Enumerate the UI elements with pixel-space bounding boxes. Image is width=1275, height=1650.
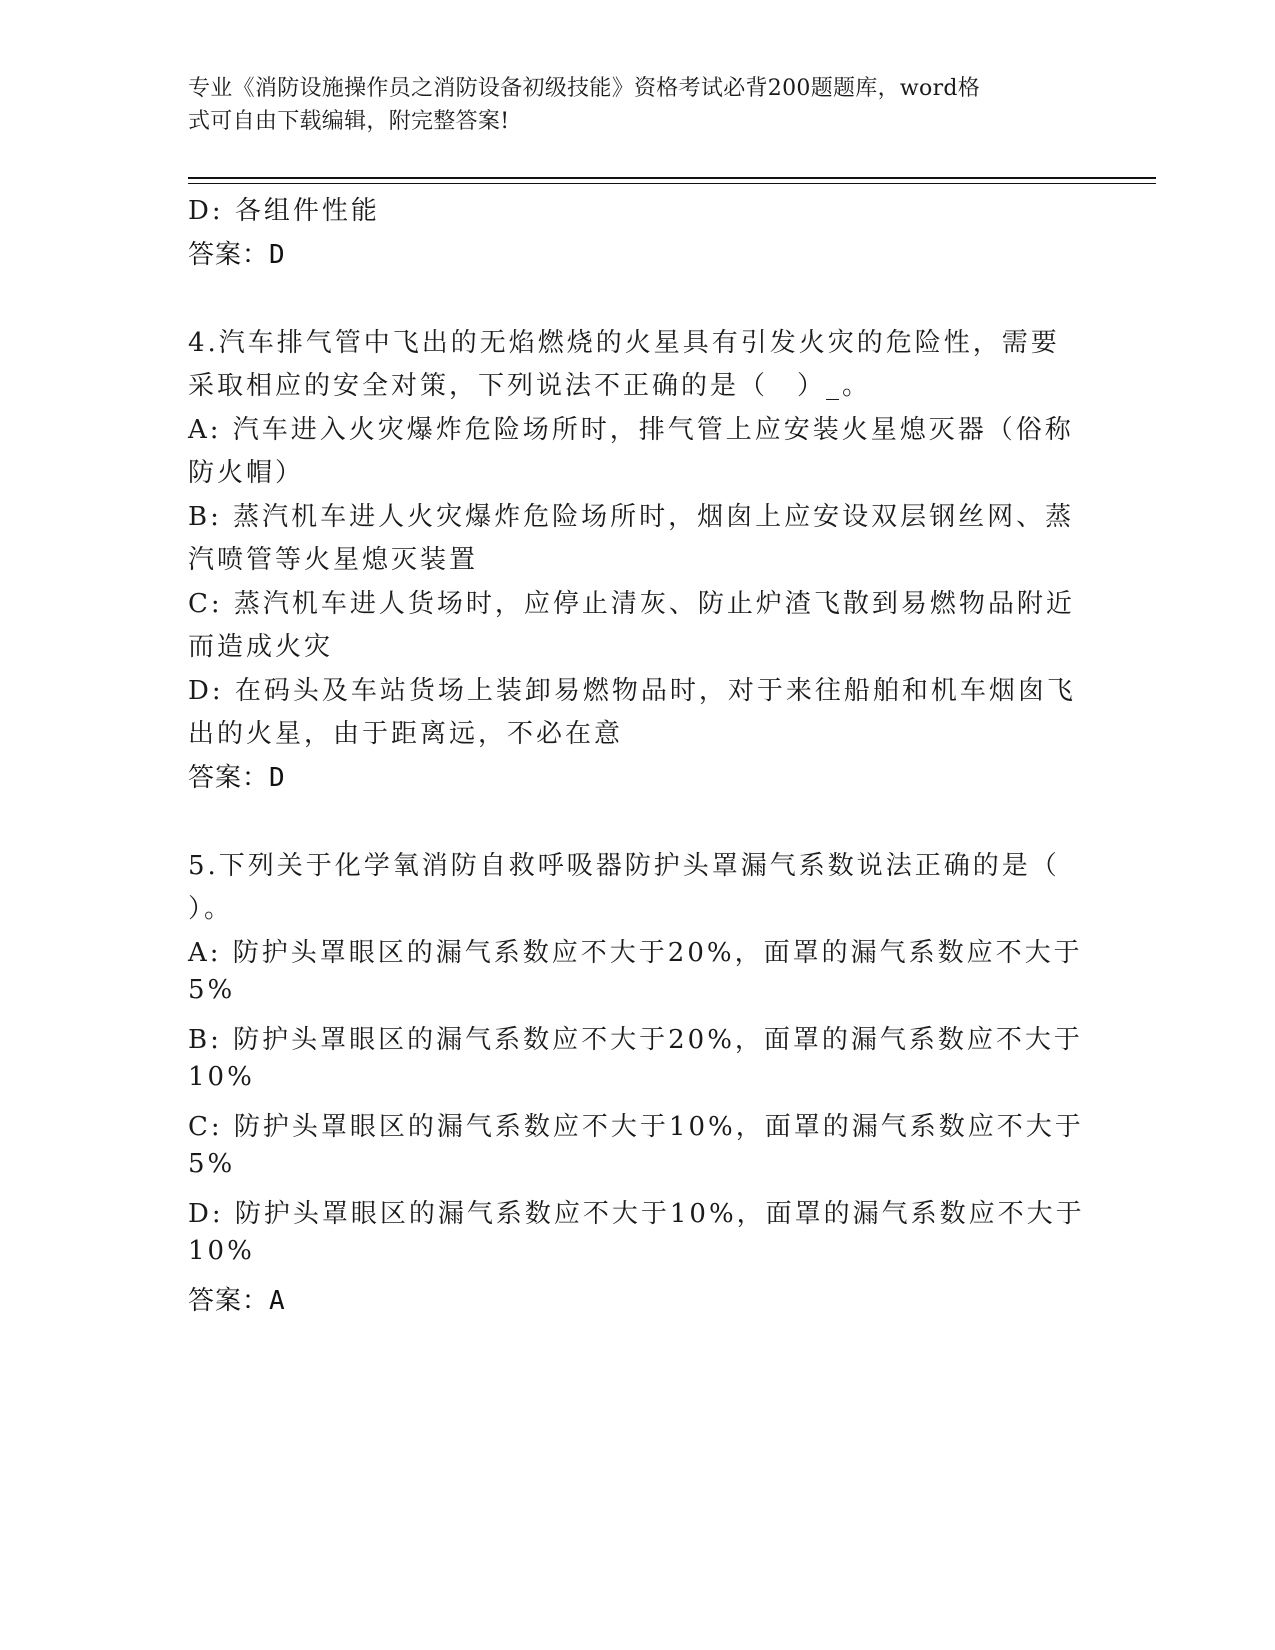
q5-option-a-line-1: A: 防护头罩眼区的漏气系数应不大于20%，面罩的漏气系数应不大于 bbox=[188, 938, 1083, 968]
answer-value: A bbox=[269, 1286, 286, 1316]
header-text-line-2: 式可自由下载编辑，附完整答案! bbox=[188, 109, 510, 134]
q5-option-d-line-2: 10% bbox=[188, 1236, 255, 1266]
q4-answer bbox=[188, 757, 286, 794]
q5-stem-line-1: 5.下列关于化学氧消防自救呼吸器防护头罩漏气系数说法正确的是（ bbox=[188, 851, 1060, 881]
prev-question-answer bbox=[188, 234, 286, 271]
header-divider-thick bbox=[188, 177, 1156, 179]
q5-answer bbox=[188, 1280, 286, 1317]
q4-option-c-line-2: 而造成火灾 bbox=[188, 632, 334, 662]
answer-value: D bbox=[269, 763, 286, 793]
q4-option-a-line-1: A: 汽车进入火灾爆炸危险场所时，排气管上应安装火星熄灭器（俗称 bbox=[188, 415, 1074, 445]
q4-option-b-line-2: 汽喷管等火星熄灭装置 bbox=[188, 545, 479, 575]
q4-stem-line-2: 采取相应的安全对策，下列说法不正确的是（ ）_。 bbox=[188, 371, 872, 401]
header-text-line-1: 专业《消防设施操作员之消防设备初级技能》资格考试必背200题题库，word格 bbox=[188, 76, 981, 101]
q5-option-d-line-1: D: 防护头罩眼区的漏气系数应不大于10%，面罩的漏气系数应不大于 bbox=[188, 1199, 1085, 1229]
page-header bbox=[188, 72, 1068, 138]
prev-question-option-d: D: 各组件性能 bbox=[188, 196, 380, 226]
q4-option-d-line-1: D: 在码头及车站货场上装卸易燃物品时，对于来往船舶和机车烟囱飞 bbox=[188, 676, 1076, 706]
answer-label: 答案： bbox=[188, 1286, 270, 1316]
answer-label: 答案： bbox=[188, 763, 270, 793]
q5-option-a-line-2: 5% bbox=[188, 975, 236, 1005]
answer-value: D bbox=[269, 240, 286, 270]
q5-option-b-line-1: B: 防护头罩眼区的漏气系数应不大于20%，面罩的漏气系数应不大于 bbox=[188, 1025, 1083, 1055]
q5-option-c-line-1: C: 防护头罩眼区的漏气系数应不大于10%，面罩的漏气系数应不大于 bbox=[188, 1112, 1084, 1142]
q5-option-c-line-2: 5% bbox=[188, 1149, 236, 1179]
q4-option-c-line-1: C: 蒸汽机车进人货场时，应停止清灰、防止炉渣飞散到易燃物品附近 bbox=[188, 589, 1075, 619]
answer-label: 答案： bbox=[188, 240, 270, 270]
q4-stem-line-1: 4.汽车排气管中飞出的无焰燃烧的火星具有引发火灾的危险性，需要 bbox=[188, 328, 1060, 358]
q4-option-a-line-2: 防火帽） bbox=[188, 458, 305, 488]
q5-stem-line-2: ）。 bbox=[188, 894, 234, 924]
q4-option-b-line-1: B: 蒸汽机车进人火灾爆炸危险场所时，烟囱上应安设双层钢丝网、蒸 bbox=[188, 502, 1075, 532]
header-divider-thin bbox=[188, 183, 1156, 184]
q5-option-b-line-2: 10% bbox=[188, 1062, 255, 1092]
q4-option-d-line-2: 出的火星，由于距离远，不必在意 bbox=[188, 719, 624, 749]
